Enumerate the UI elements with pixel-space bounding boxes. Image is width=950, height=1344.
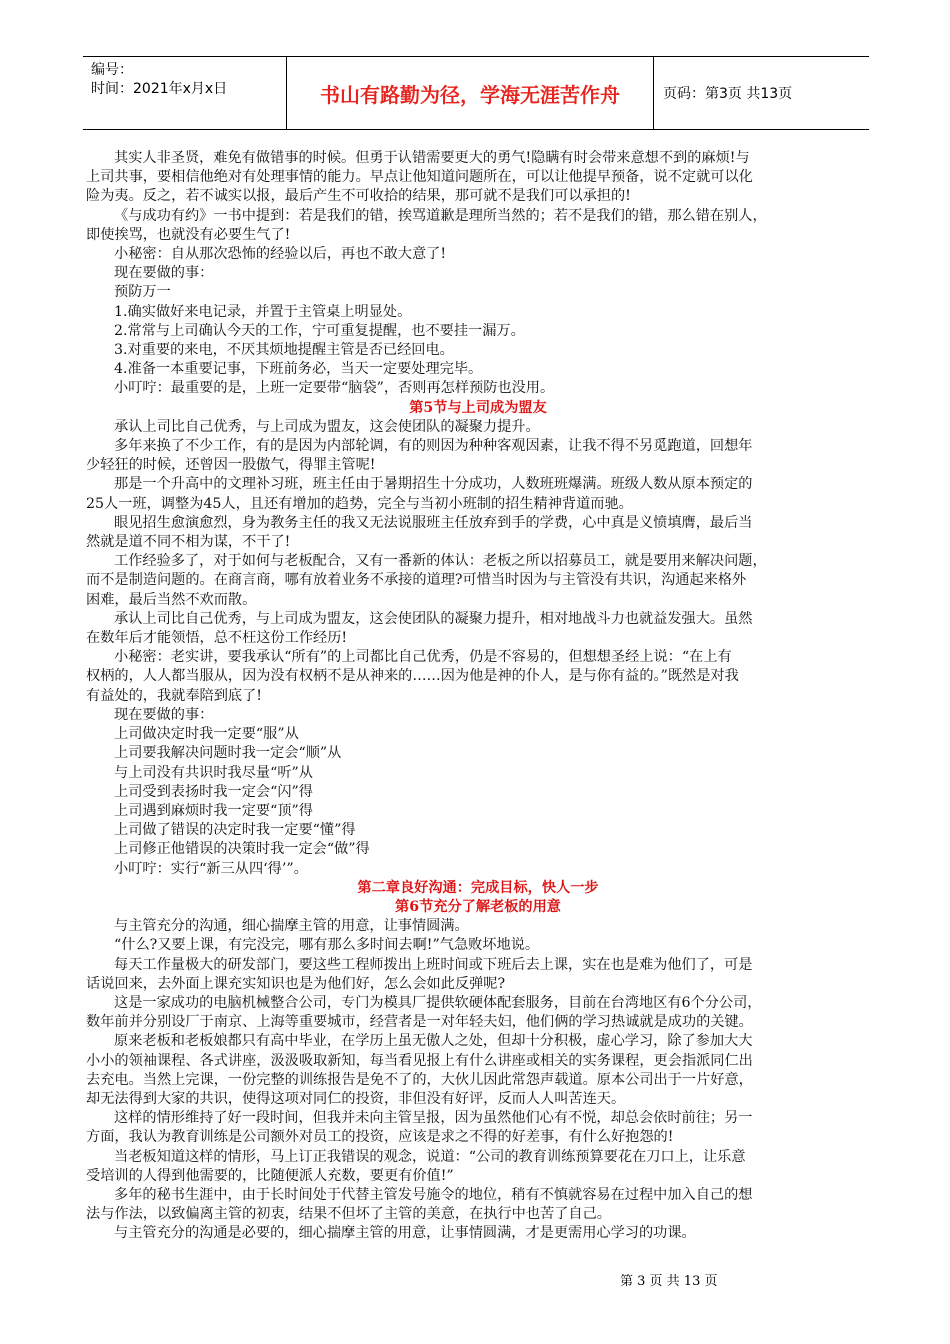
text-line: 眼见招生愈演愈烈，身为教务主任的我又无法说服班主任放弃到手的学费，心中真是义愤填膺，最后当 (114, 514, 753, 531)
text-line: 3.对重要的来电，不厌其烦地提醒主管是否已经回电。 (114, 342, 454, 359)
document-body (86, 149, 870, 1244)
header-divider (653, 57, 654, 129)
text-line: 困难，最后当然不欢而散。 (86, 591, 257, 608)
text-line: 小小的领袖课程、各式讲座，汲汲吸取新知，每当看见报上有什么讲座或相关的实务课程，更会指派同仁出 (86, 1052, 753, 1069)
text-line: 即使挨骂，也就没有必要生气了! (86, 226, 291, 243)
text-line: 预防万一 (114, 284, 171, 301)
text-line: 那是一个升高中的文理补习班，班主任由于暑期招生十分成功，人数班班爆满。班级人数从原本预定的 (114, 476, 753, 493)
section-heading: 第6节充分了解老板的用意 (395, 898, 561, 915)
text-line: 法与作法，以致偏离主管的初衷，结果不但坏了主管的美意，在执行中也苦了自己。 (86, 1206, 611, 1223)
text-line: 1.确实做好来电记录，并置于主管桌上明显处。 (114, 303, 412, 320)
text-line: 话说回来，去外面上课充实知识也是为他们好，怎么会如此反弹呢? (86, 975, 506, 992)
text-line: 与主管充分的沟通是必要的，细心揣摩主管的用意，让事情圆满，才是更需用心学习的功课。 (114, 1225, 696, 1242)
text-line: 与主管充分的沟通，细心揣摩主管的用意，让事情圆满。 (114, 918, 469, 935)
header-date-label: 时间：2021年x月x日 (91, 81, 228, 97)
text-line: 多年来换了不少工作，有的是因为内部轮调，有的则因为种种客观因素，让我不得不另觅跑道，回想年 (114, 438, 753, 455)
page-header (83, 56, 869, 130)
text-line: 方面，我认为教育训练是公司额外对员工的投资，应该是求之不得的好差事，有什么好抱怨的! (86, 1129, 674, 1146)
text-line: 4.准备一本重要记事，下班前务必，当天一定要处理完毕。 (114, 361, 483, 378)
header-motto: 书山有路勤为径，学海无涯苦作舟 (320, 82, 620, 107)
text-line: 权柄的，人人都当服从，因为没有权柄不是从神来的……因为他是神的仆人，是与你有益的。”既然是对我 (86, 668, 739, 685)
text-line: “什么?又要上课，有完没完，哪有那么多时间去啊!”气急败坏地说。 (114, 937, 540, 954)
text-line: 受培训的人得到他需要的，比随便派人充数，要更有价值!” (86, 1167, 454, 1184)
header-number-label: 编号： (91, 62, 133, 78)
header-meta (91, 61, 291, 99)
text-line: 上司做决定时我一定要“服”从 (114, 726, 299, 743)
text-line: 而不是制造问题的。在商言商，哪有放着业务不承接的道理?可惜当时因为与主管没有共识，沟通起来格外 (86, 572, 747, 589)
text-line: 当老板知道这样的情形，马上订正我错误的观念，说道：“公司的教育训练预算要花在刀口上，让乐意 (114, 1148, 746, 1165)
text-line: 上司做了错误的决定时我一定要“懂”得 (114, 822, 356, 839)
text-line: 小秘密：老实讲，要我承认“所有”的上司都比自己优秀，仍是不容易的，但想想圣经上说：“在上有 (114, 649, 732, 666)
text-line: 上司共事，要相信他绝对有处理事情的能力。早点让他知道问题所在，可以让他提早预备，说不定就可以化 (86, 169, 753, 186)
text-line: 上司受到表扬时我一定会“闪”得 (114, 783, 313, 800)
text-line: 去充电。当然上完课，一份完整的训练报告是免不了的，大伙儿因此常怨声载道。原本公司出于一片好意， (86, 1071, 753, 1088)
text-line: 与上司没有共识时我尽量“听”从 (114, 764, 313, 781)
text-line: 上司遇到麻烦时我一定要“顶”得 (114, 802, 313, 819)
text-line: 小秘密：自从那次恐怖的经验以后，再也不敢大意了! (114, 246, 447, 263)
header-page-info: 页码：第3页 共13页 (663, 86, 793, 102)
section-heading: 第二章良好沟通：完成目标，快人一步 (357, 879, 599, 896)
text-line: 险为夷。反之，若不诚实以报，最后产生不可收拾的结果，那可就不是我们可以承担的! (86, 188, 631, 205)
text-line: 25人一班，调整为45人，且还有增加的趋势，完全与当初小班制的招生精神背道而驰。 (86, 495, 633, 512)
text-line: 工作经验多了，对于如何与老板配合，又有一番新的体认：老板之所以招募员工，就是要用来解决问题， (114, 553, 767, 570)
text-line: 现在要做的事： (114, 265, 214, 282)
text-line: 每天工作量极大的研发部门，要这些工程师拨出上班时间或下班后去上课，实在也是难为他们了，可是 (114, 956, 753, 973)
text-line: 小叮咛：实行“新三从四‘得’”。 (114, 860, 308, 877)
text-line: 这是一家成功的电脑机械整合公司，专门为模具厂提供软硬体配套服务，目前在台湾地区有6个分公司， (114, 994, 762, 1011)
text-line: 小叮咛：最重要的是，上班一定要带“脑袋”，否则再怎样预防也没用。 (114, 380, 555, 397)
text-line: 其实人非圣贤，难免有做错事的时候。但勇于认错需要更大的勇气!隐瞒有时会带来意想不到的麻烦!与 (114, 150, 750, 166)
page-footer: 第 3 页 共 13 页 (620, 1274, 718, 1289)
text-line: 现在要做的事： (114, 706, 214, 723)
text-line: 承认上司比自己优秀，与上司成为盟友，这会使团队的凝聚力提升，相对地战斗力也就益发强大。虽然 (114, 610, 753, 627)
text-line: 上司要我解决问题时我一定会“顺”从 (114, 745, 342, 762)
text-line: 原来老板和老板娘都只有高中毕业，在学历上虽无傲人之处，但却十分积极，虚心学习，除了参加大大 (114, 1033, 753, 1050)
text-line: 上司修正他错误的决策时我一定会“做”得 (114, 841, 370, 858)
text-line: 有益处的，我就奉陪到底了! (86, 687, 262, 704)
text-line: 少轻狂的时候，还曾因一股傲气，得罪主管呢! (86, 457, 376, 474)
text-line: 在数年后才能领悟，总不枉这份工作经历! (86, 630, 348, 647)
section-heading: 第5节与上司成为盟友 (409, 399, 547, 416)
text-line: 承认上司比自己优秀，与上司成为盟友，这会使团队的凝聚力提升。 (114, 418, 540, 435)
text-line: 然就是道不同不相为谋，不干了! (86, 534, 291, 551)
text-line: 这样的情形维持了好一段时间，但我并未向主管呈报，因为虽然他们心有不悦，却总会依时前往；另一 (114, 1110, 753, 1127)
text-line: 《与成功有约》一书中提到：若是我们的错，挨骂道歉是理所当然的；若不是我们的错，那么错在别人， (114, 207, 767, 224)
text-line: 却无法得到大家的共识，使得这项对同仁的投资，非但没有好评，反而人人叫苦连天。 (86, 1090, 626, 1107)
text-line: 多年的秘书生涯中，由于长时间处于代替主管发号施令的地位，稍有不慎就容易在过程中加入自己的想 (114, 1186, 753, 1203)
text-line: 数年前并分别设厂于南京、上海等重要城市，经营者是一对年轻夫妇，他们俩的学习热诚就是成功的关键。 (86, 1014, 753, 1031)
text-line: 2.常常与上司确认今天的工作，宁可重复提醒，也不要挂一漏万。 (114, 322, 525, 339)
